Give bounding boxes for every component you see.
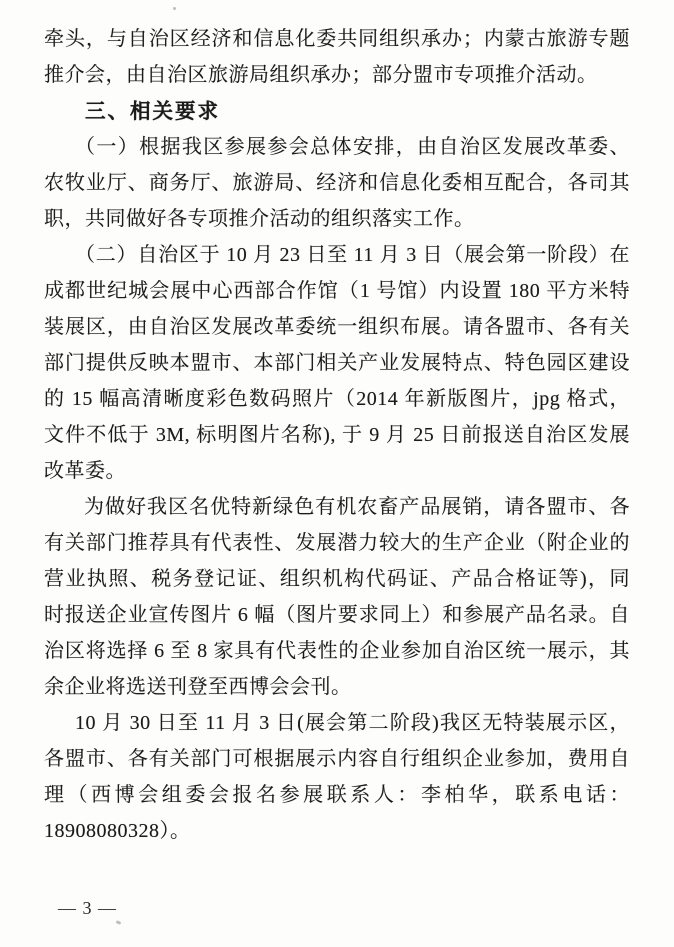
text-line: 营业执照、税务登记证、组织机构代码证、产品合格证等)，同 bbox=[44, 568, 630, 590]
paragraph-start-line: （一）根据我区参展参会总体安排，由自治区发展改革委、 bbox=[75, 136, 630, 158]
text-line: 改革委。 bbox=[44, 460, 126, 482]
text-line: 理（西博会组委会报名参展联系人：李柏华，联系电话： bbox=[44, 784, 630, 806]
text-line: 农牧业厅、商务厅、旅游局、经济和信息化委相互配合，各司其 bbox=[44, 172, 630, 194]
paragraph-start-line: （二）自治区于 10 月 23 日至 11 月 3 日（展会第一阶段）在 bbox=[75, 244, 630, 266]
text-line: 推介会，由自治区旅游局组织承办；部分盟市专项推介活动。 bbox=[44, 64, 598, 86]
page-number: — 3 — bbox=[58, 898, 117, 918]
scan-artifact-dot bbox=[173, 7, 176, 10]
text-line: 文件不低于 3M, 标明图片名称), 于 9 月 25 日前报送自治区发展 bbox=[44, 424, 630, 446]
text-line: 职，共同做好各专项推介活动的组织落实工作。 bbox=[44, 208, 475, 230]
text-line: 各盟市、各有关部门可根据展示内容自行组织企业参加，费用自 bbox=[44, 748, 630, 770]
text-line: 时报送企业宣传图片 6 幅（图片要求同上）和参展产品名录。自 bbox=[44, 604, 630, 626]
document-body bbox=[44, 21, 630, 849]
section-heading: 三、相关要求 bbox=[85, 99, 220, 123]
paragraph-start-line: 为做好我区名优特新绿色有机农畜产品展销，请各盟市、各 bbox=[84, 496, 630, 518]
paragraph-start-line: 10 月 30 日至 11 月 3 日(展会第二阶段)我区无特装展示区， bbox=[75, 712, 630, 734]
text-line: 装展区，由自治区发展改革委统一组织布展。请各盟市、各有关 bbox=[44, 316, 630, 338]
text-line: 18908080328）。 bbox=[44, 820, 191, 842]
text-line: 成都世纪城会展中心西部合作馆（1 号馆）内设置 180 平方米特 bbox=[44, 280, 630, 302]
text-line: 余企业将选送刊登至西博会会刊。 bbox=[44, 676, 352, 698]
text-line: 的 15 幅高清晰度彩色数码照片（2014 年新版图片，jpg 格式， bbox=[44, 388, 630, 410]
text-line: 有关部门推荐具有代表性、发展潜力较大的生产企业（附企业的 bbox=[44, 532, 630, 554]
text-line: 治区将选择 6 至 8 家具有代表性的企业参加自治区统一展示，其 bbox=[44, 640, 630, 662]
text-line: 部门提供反映本盟市、本部门相关产业发展特点、特色园区建设 bbox=[44, 352, 630, 374]
scan-artifact-dot bbox=[116, 920, 122, 925]
text-line: 牵头，与自治区经济和信息化委共同组织承办；内蒙古旅游专题 bbox=[44, 28, 630, 50]
